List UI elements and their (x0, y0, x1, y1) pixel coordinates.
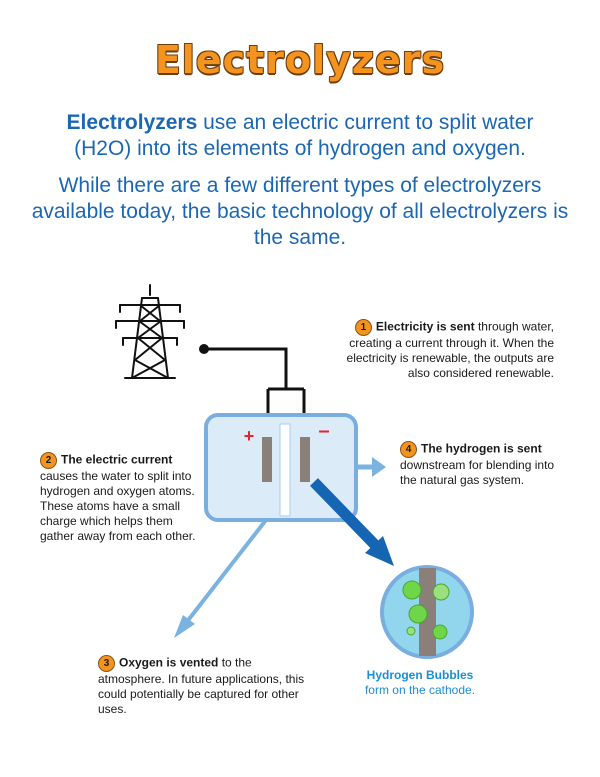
hydrogen-caption-text: form on the cathode. (364, 683, 476, 697)
page-title: Electrolyzers (154, 38, 446, 82)
note-1-bold: Electricity is sent (375, 319, 475, 334)
note-3-text: to the atmosphere. In future applications, this could potentially be captured for other uses. (98, 655, 305, 716)
note-4-bold: The hydrogen is sent (421, 441, 542, 456)
intro-paragraph-2: While there are a few different types of electrolyzers available today, the basic technology of all electrolyzers is the same. (31, 174, 569, 249)
cathode-electrode (300, 437, 310, 482)
step-badge-1: 1 (355, 319, 372, 336)
note-electricity (324, 319, 554, 381)
note-2-bold: The electric current (61, 452, 173, 467)
plus-sign: + (243, 426, 255, 446)
power-tower-icon (116, 285, 184, 378)
note-3-bold: Oxygen is vented (119, 655, 219, 670)
hydrogen-bubbles-icon (382, 567, 472, 657)
step-badge-4: 4 (400, 441, 417, 458)
note-1-text: through water, creating a current through it. When the electricity is renewable, the outputs are also considered renewable. (346, 319, 554, 380)
note-hydrogen (400, 441, 570, 488)
anode-electrode (262, 437, 272, 482)
minus-sign: – (318, 420, 330, 442)
intro-line-2: (H2O) into its elements of hydrogen and oxygen. (74, 137, 526, 160)
hydrogen-bubbles-caption (330, 668, 510, 698)
note-2-text: causes the water to split into hydrogen and oxygen atoms. These atoms have a small charge which helps them gather away from each other. (40, 469, 196, 543)
hydrogen-caption-bold: Hydrogen Bubbles (366, 668, 474, 682)
note-4-text: downstream for blending into the natural gas system. (400, 458, 555, 487)
hydrogen-downstream-arrow (356, 457, 386, 477)
step-badge-3: 3 (98, 655, 115, 672)
intro-lead-rest: use an electric current to split water (197, 111, 534, 134)
intro-lead-bold: Electrolyzers (66, 111, 198, 134)
step-badge-2: 2 (40, 452, 57, 469)
power-wire (199, 344, 304, 425)
note-oxygen (98, 655, 308, 717)
note-electric-current (40, 452, 205, 544)
